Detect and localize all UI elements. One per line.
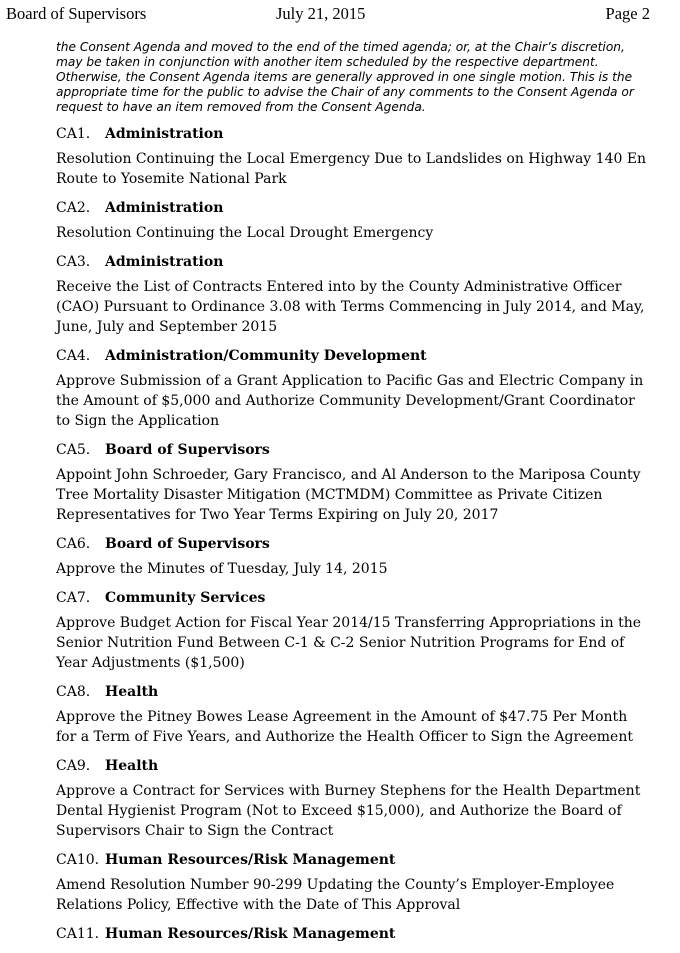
agenda-item — [56, 850, 648, 915]
agenda-item-number: CA5. — [56, 442, 91, 458]
agenda-item-number: CA2. — [56, 200, 91, 216]
agenda-item-number: CA1. — [56, 126, 91, 142]
agenda-item-description: Approve the Pitney Bowes Lease Agreement in the Amount of $47.75 Per Month for a Term of Five Years, and Authorize the Health Officer to Sign the Agreement — [56, 709, 633, 745]
agenda-item-title — [56, 124, 648, 144]
agenda-item — [56, 440, 648, 525]
agenda-item-number: CA9. — [56, 758, 91, 774]
agenda-item-number: CA10. — [56, 852, 100, 868]
agenda-item-description: Resolution Continuing the Local Drought Emergency — [56, 225, 434, 241]
agenda-item-department: Board of Supervisors — [105, 442, 270, 458]
agenda-item-department: Health — [105, 758, 159, 774]
agenda-item-title — [56, 756, 648, 776]
agenda-item-title — [56, 534, 648, 554]
agenda-item-number: CA4. — [56, 348, 91, 364]
agenda-item-department: Administration — [105, 254, 224, 270]
agenda-item-number: CA11. — [56, 926, 100, 942]
agenda-item — [56, 534, 648, 579]
agenda-item-title — [56, 440, 648, 460]
agenda-item-title — [56, 252, 648, 272]
agenda-item — [56, 252, 648, 337]
agenda-item-title — [56, 346, 648, 366]
agenda-content — [56, 40, 648, 953]
agenda-item-description: Approve the Minutes of Tuesday, July 14, 2015 — [56, 561, 388, 577]
agenda-item-department: Human Resources/Risk Management — [105, 926, 396, 942]
consent-agenda-intro: the Consent Agenda and moved to the end of the timed agenda; or, at the Chair’s discretion, may be taken in conjunction with another item scheduled by the respective department. Otherwise, the Consent Agenda items are generally approved in one single motion. This is the appropriate time for the public to advise the Chair of any comments to the Consent Agenda or request to have an item removed from the Consent Agenda. — [56, 40, 634, 114]
agenda-item — [56, 682, 648, 747]
agenda-item-number: CA3. — [56, 254, 91, 270]
header-date: July 21, 2015 — [276, 4, 366, 23]
agenda-item-number: CA8. — [56, 684, 91, 700]
agenda-item-description: Appoint John Schroeder, Gary Francisco, and Al Anderson to the Mariposa County Tree Mortality Disaster Mitigation (MCTMDM) Committee as Private Citizen Representatives for Two Year Terms Expiring on July 20, 2017 — [56, 467, 641, 523]
agenda-item-number: CA6. — [56, 536, 91, 552]
header-title: Board of Supervisors — [6, 4, 147, 23]
agenda-item-title — [56, 924, 648, 944]
agenda-item-title — [56, 682, 648, 702]
agenda-item-number: CA7. — [56, 590, 91, 606]
agenda-item-title — [56, 198, 648, 218]
header-page-number: Page 2 — [605, 4, 650, 23]
agenda-item-department: Community Services — [105, 590, 266, 606]
agenda-item-description: Approve Submission of a Grant Application to Pacific Gas and Electric Company in the Amount of $5,000 and Authorize Community Development/Grant Coordinator to Sign the Application — [56, 373, 644, 429]
page-header — [0, 4, 680, 26]
agenda-item-department: Administration — [105, 200, 224, 216]
agenda-item-description: Receive the List of Contracts Entered into by the County Administrative Officer (CAO) Pursuant to Ordinance 3.08 with Terms Commencing in July 2014, and May, June, July and September 2015 — [56, 279, 645, 335]
agenda-item-description: Approve Budget Action for Fiscal Year 2014/15 Transferring Appropriations in the Senior Nutrition Fund Between C-1 & C-2 Senior Nutrition Programs for End of Year Adjustments ($1,500) — [56, 615, 642, 671]
agenda-item — [56, 588, 648, 673]
agenda-item-title — [56, 850, 648, 870]
agenda-item-department: Health — [105, 684, 159, 700]
agenda-item-description: Approve a Contract for Services with Burney Stephens for the Health Department Dental Hygienist Program (Not to Exceed $15,000), and Authorize the Board of Supervisors Chair to Sign the Contract — [56, 783, 641, 839]
agenda-item — [56, 346, 648, 431]
agenda-item-department: Administration/Community Development — [105, 348, 427, 364]
agenda-item — [56, 924, 648, 944]
agenda-item — [56, 198, 648, 243]
agenda-item — [56, 124, 648, 189]
agenda-item-title — [56, 588, 648, 608]
agenda-item-department: Board of Supervisors — [105, 536, 270, 552]
agenda-item-description: Amend Resolution Number 90-299 Updating the County’s Employer-Employee Relations Policy, Effective with the Date of This Approval — [56, 877, 615, 913]
agenda-item — [56, 756, 648, 841]
agenda-item-description: Resolution Continuing the Local Emergency Due to Landslides on Highway 140 En Route to Yosemite National Park — [56, 151, 647, 187]
agenda-item-department: Human Resources/Risk Management — [105, 852, 396, 868]
agenda-item-department: Administration — [105, 126, 224, 142]
